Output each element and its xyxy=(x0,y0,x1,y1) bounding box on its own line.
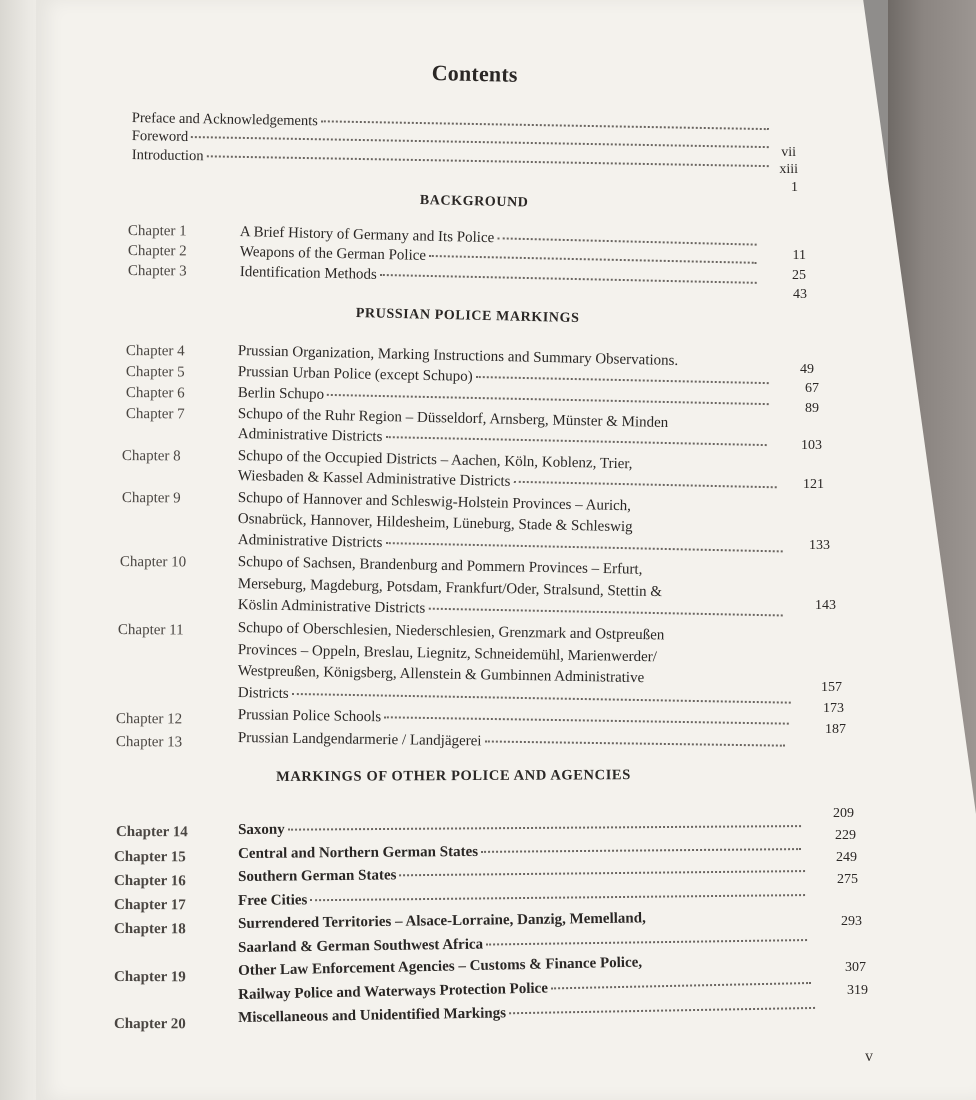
chapter-title-line: Merseburg, Magdeburg, Potsdam, Frankfurt/Oder, Stralsund, Stettin & xyxy=(237,576,663,601)
chapter-title-line: Provinces – Oppeln, Breslau, Liegnitz, Schneidemühl, Marienwerder/ xyxy=(237,642,657,666)
section-heading-background: BACKGROUND xyxy=(419,193,529,211)
chapter-title: Central and Northern German States xyxy=(238,841,804,863)
chapter-label: Chapter 18 xyxy=(113,921,186,938)
chapter-title: Saarland & German Southwest Africa xyxy=(238,932,810,957)
chapter-title: Prussian Urban Police (except Schupo) xyxy=(238,364,772,392)
toc-page-number: 293 xyxy=(841,914,862,929)
chapter-title: Prussian Organization, Marking Instructions and Summary Observations. xyxy=(237,343,679,369)
chapter-title-line: Schupo of Sachsen, Brandenburg and Pommern Provinces – Erfurt, xyxy=(237,554,643,578)
chapter-label: Chapter 16 xyxy=(113,873,186,890)
chapter-label: Chapter 8 xyxy=(121,448,181,465)
chapter-title: Districts xyxy=(238,685,794,712)
chapter-title: Berlin Schupo xyxy=(238,385,772,413)
chapter-title-line: Schupo of the Occupied Districts – Aachen, Köln, Koblenz, Trier, xyxy=(237,448,633,473)
chapter-label: Chapter 11 xyxy=(117,622,184,639)
chapter-title-line: Schupo of the Ruhr Region – Düsseldorf, Arnsberg, Münster & Minden xyxy=(237,406,669,432)
page-folio: v xyxy=(865,1048,873,1065)
chapter-title: Wiesbaden & Kassel Administrative Districts xyxy=(238,468,780,496)
chapter-title: Saxony xyxy=(238,818,804,839)
toc-page-number: 133 xyxy=(809,538,830,553)
chapter-label: Chapter 6 xyxy=(125,385,185,402)
section-heading-prussian: PRUSSIAN POLICE MARKINGS xyxy=(355,306,580,327)
chapter-label: Chapter 1 xyxy=(127,223,187,240)
chapter-label: Chapter 10 xyxy=(119,554,187,571)
toc-page-number: 121 xyxy=(803,477,824,492)
toc-page-number: vii xyxy=(781,145,796,160)
toc-page-number: 209 xyxy=(833,806,854,821)
toc-page-number: 43 xyxy=(793,287,807,302)
chapter-title-line: Schupo of Hannover and Schleswig-Holstein Provinces – Aurich, xyxy=(237,490,632,515)
chapter-title: Köslin Administrative Districts xyxy=(238,597,786,625)
toc-page-number: xiii xyxy=(779,162,798,177)
toc-page-number: 275 xyxy=(837,872,858,887)
chapter-title: Southern German States xyxy=(238,863,808,886)
chapter-title-line: Schupo of Oberschlesien, Niederschlesien, Grenzmark and Ostpreußen xyxy=(237,620,665,644)
chapter-label: Chapter 14 xyxy=(115,824,188,841)
toc-entry-label: Preface and Acknowledgements xyxy=(131,110,318,130)
chapter-title: Miscellaneous and Unidentified Markings xyxy=(238,1000,818,1027)
chapter-title: Administrative Districts xyxy=(238,532,786,560)
chapter-label: Chapter 7 xyxy=(125,406,185,423)
chapter-label: Chapter 17 xyxy=(113,897,186,914)
toc-page-number: 89 xyxy=(805,401,819,416)
toc-page-number: 1 xyxy=(791,180,798,195)
toc-page-number: 187 xyxy=(825,722,846,737)
chapter-title: Weapons of the German Police xyxy=(240,244,760,272)
chapter-label: Chapter 3 xyxy=(127,263,187,280)
toc-page-number: 143 xyxy=(815,598,836,613)
page-title: Contents xyxy=(431,60,518,87)
chapter-title: Railway Police and Waterways Protection Police xyxy=(238,975,814,1004)
chapter-label: Chapter 2 xyxy=(127,243,187,260)
toc-page-number: 11 xyxy=(792,248,806,263)
toc-entry-label: Introduction xyxy=(131,147,204,165)
chapter-label: Chapter 4 xyxy=(125,343,185,360)
chapter-title-line: Westpreußen, Königsberg, Allenstein & Gumbinnen Administrative xyxy=(237,663,645,687)
toc-page-number: 229 xyxy=(835,828,856,843)
chapter-label: Chapter 15 xyxy=(113,849,186,866)
chapter-label: Chapter 12 xyxy=(115,711,183,728)
toc-page-number: 103 xyxy=(801,438,822,453)
chapter-title: Administrative Districts xyxy=(238,426,770,454)
chapter-title-line: Surrendered Territories – Alsace-Lorraine, Danzig, Memelland, xyxy=(238,910,646,932)
section-heading-other: MARKINGS OF OTHER POLICE AND AGENCIES xyxy=(276,767,631,785)
toc-page-number: 319 xyxy=(847,983,868,998)
toc-page-number: 173 xyxy=(823,701,844,716)
leader-dots xyxy=(207,155,769,167)
chapter-title: Prussian Landgendarmerie / Landjägerei xyxy=(238,730,788,755)
toc-page-number: 307 xyxy=(845,960,866,975)
chapter-title-line: Osnabrück, Hannover, Hildesheim, Lüneburg, Stade & Schleswig xyxy=(237,511,633,536)
chapter-title: Identification Methods xyxy=(240,264,760,292)
leader-dots xyxy=(321,120,769,130)
toc-entry-label: Foreword xyxy=(131,128,189,145)
chapter-title: Prussian Police Schools xyxy=(238,707,792,733)
toc-page-number: 67 xyxy=(805,381,819,396)
chapter-label: Chapter 9 xyxy=(121,490,181,507)
chapter-label: Chapter 19 xyxy=(113,969,186,986)
chapter-title-line: Other Law Enforcement Agencies – Customs & Finance Police, xyxy=(238,954,643,979)
chapter-label: Chapter 20 xyxy=(113,1016,186,1033)
leader-dots xyxy=(191,136,769,148)
toc-page-number: 25 xyxy=(792,268,806,283)
toc-page-number: 49 xyxy=(800,362,814,377)
chapter-title: Free Cities xyxy=(238,887,808,910)
toc-page-number: 249 xyxy=(836,850,857,865)
chapter-label: Chapter 13 xyxy=(115,734,183,751)
chapter-title: A Brief History of Germany and Its Police xyxy=(240,224,760,254)
toc-page-number: 157 xyxy=(821,680,842,695)
chapter-label: Chapter 5 xyxy=(125,364,185,381)
